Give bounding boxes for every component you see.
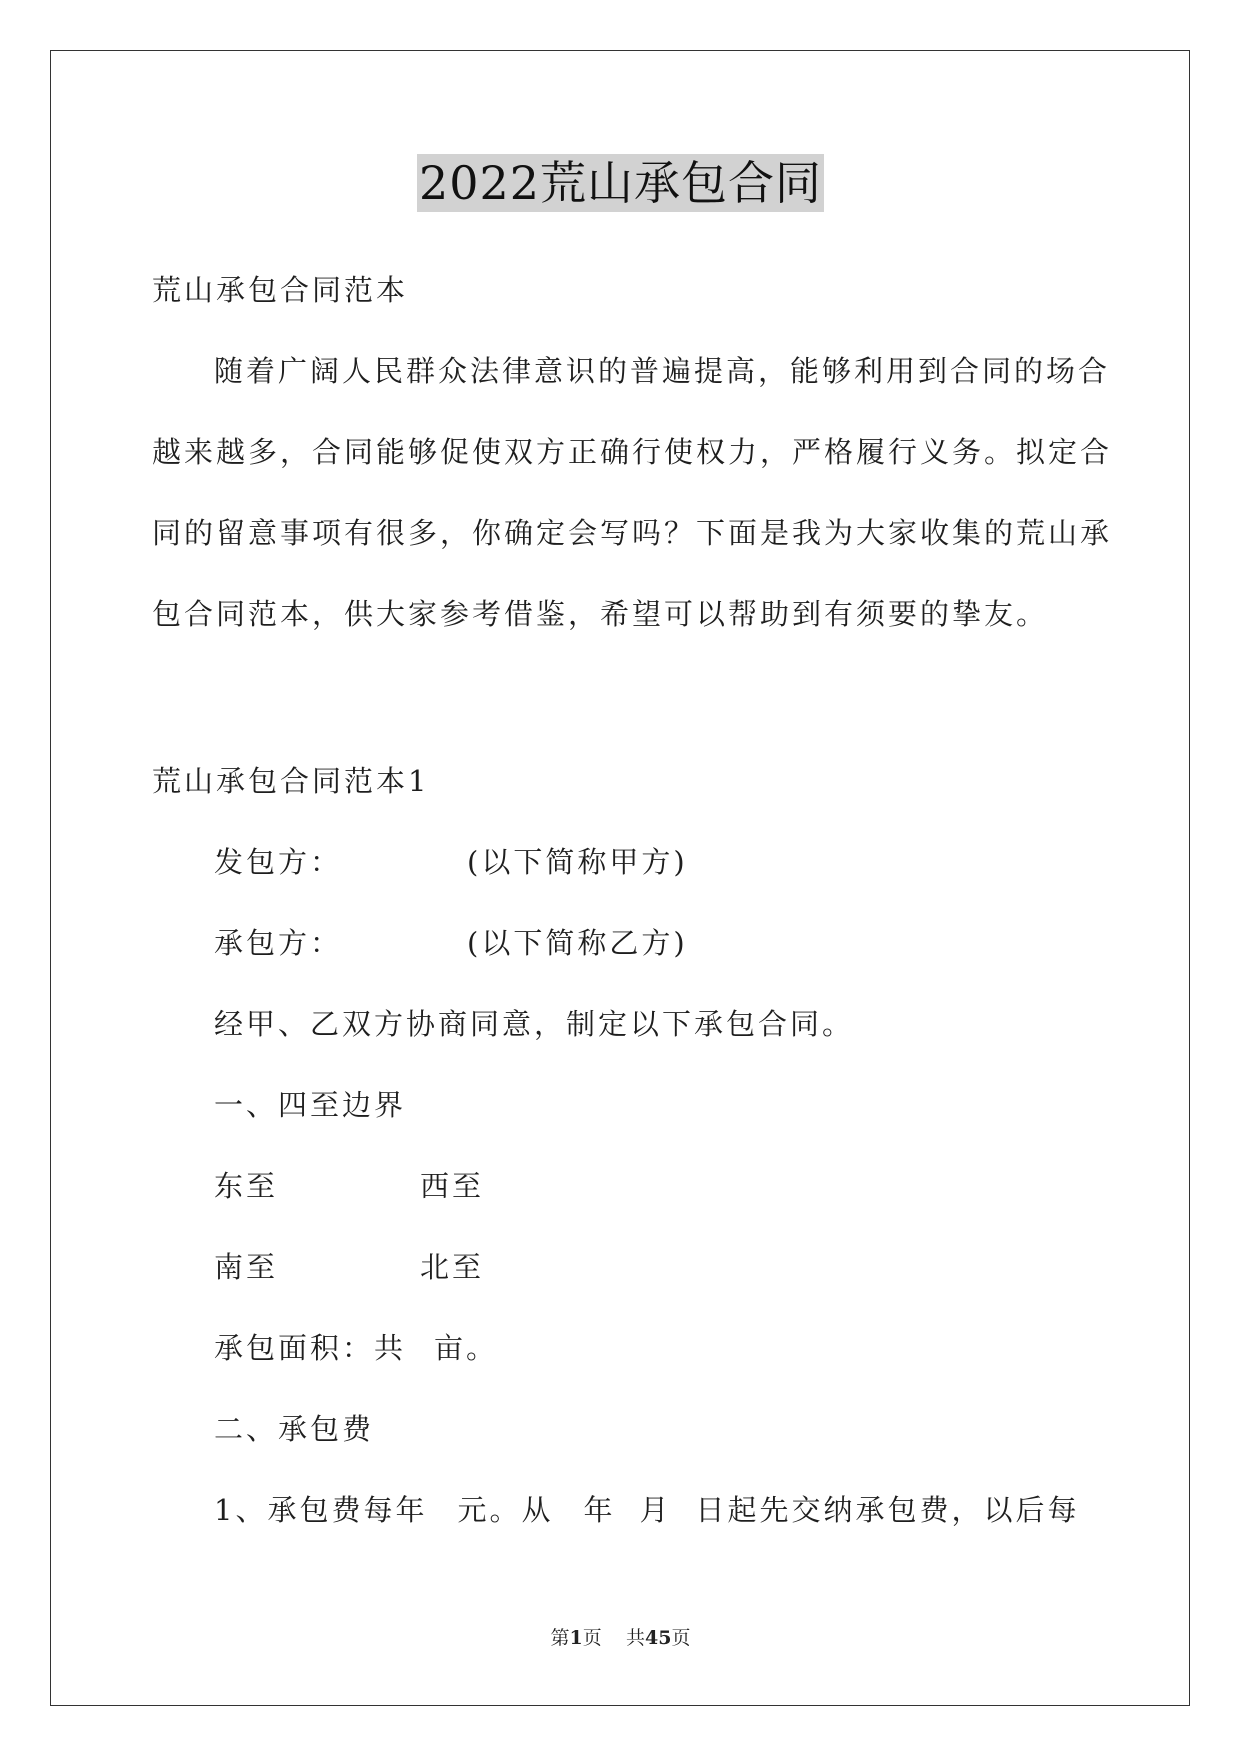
party-b-line [214, 923, 688, 963]
document-title: 2022荒山承包合同 [418, 156, 823, 210]
footer-total-prefix: 共 [625, 1627, 645, 1649]
boundary-east-west [214, 1166, 484, 1206]
footer-prefix: 第 [550, 1627, 570, 1649]
north-label: 北至 [420, 1250, 485, 1284]
fee-part-2: 元。从 [457, 1493, 554, 1527]
intro-line-3: 同的留意事项有很多，你确定会写吗？下面是我为大家收集的荒山承 [152, 516, 1113, 550]
page-footer [0, 1626, 1241, 1650]
south-label: 南至 [214, 1250, 279, 1284]
fee-part-4: 月 [639, 1493, 672, 1527]
agreement-line: 经甲、乙双方协商同意，制定以下承包合同。 [214, 1007, 855, 1041]
intro-line-2: 越来越多，合同能够促使双方正确行使权力，严格履行义务。拟定合 [152, 435, 1113, 469]
subtitle: 荒山承包合同范本 [152, 273, 409, 307]
fee-part-5: 日起先交纳承包费，以后每 [695, 1493, 1080, 1527]
section-heading: 荒山承包合同范本1 [152, 764, 430, 798]
fee-part-1: 1、承包费每年 [214, 1493, 428, 1527]
party-b-label: 承包方： [214, 926, 343, 960]
east-label: 东至 [214, 1169, 279, 1203]
intro-line-1: 随着广阔人民群众法律意识的普遍提高，能够利用到合同的场合 [214, 354, 1111, 388]
footer-page-suffix: 页 [582, 1627, 602, 1649]
clause-1-title: 一、四至边界 [214, 1088, 407, 1122]
fee-line [214, 1490, 1080, 1530]
footer-total-suffix: 页 [671, 1627, 691, 1649]
title-container [0, 154, 1241, 212]
party-a-label: 发包方： [214, 845, 343, 879]
fee-part-3: 年 [583, 1493, 616, 1527]
west-label: 西至 [420, 1169, 485, 1203]
area-unit: 亩。 [434, 1331, 499, 1365]
area-line [214, 1328, 498, 1368]
boundary-south-north [214, 1247, 484, 1287]
clause-2-title: 二、承包费 [214, 1412, 375, 1446]
intro-line-4: 包合同范本，供大家参考借鉴，希望可以帮助到有须要的挚友。 [152, 597, 1049, 631]
party-b-note: (以下简称乙方) [467, 926, 688, 960]
party-a-note: (以下简称甲方) [467, 845, 688, 879]
footer-page-number: 1 [569, 1627, 583, 1649]
party-a-line [214, 842, 688, 882]
area-label: 承包面积：共 [214, 1331, 407, 1365]
footer-total-pages: 45 [644, 1627, 672, 1649]
